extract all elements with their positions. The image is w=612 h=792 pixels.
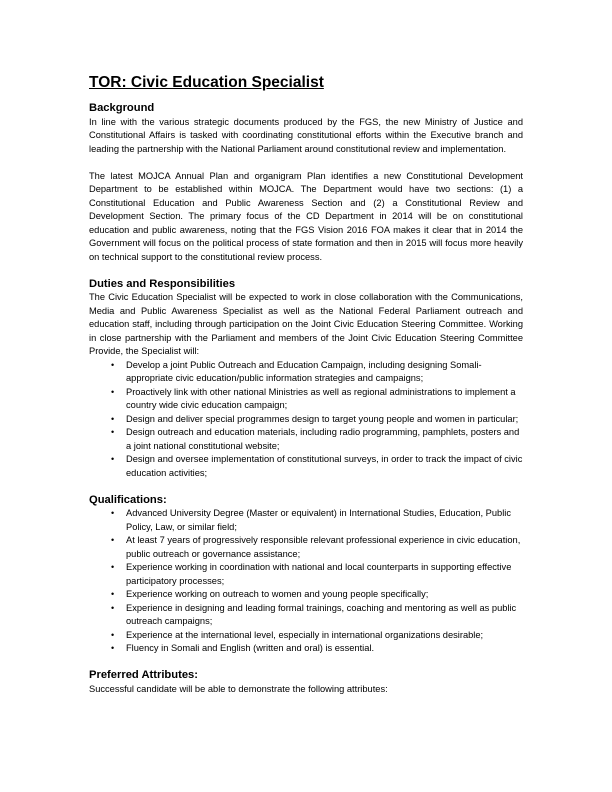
bullet-icon: • (111, 508, 115, 518)
background-paragraph-1: In line with the various strategic documents produced by the FGS, the new Ministry of Justice and Constitutional Affairs is tasked with coordinating constitutional efforts within the Executive branch and leading the partnership with the National Parliament around constitutional review and implementation. (89, 116, 523, 154)
bullet-icon: • (111, 386, 115, 397)
list-item (89, 359, 523, 386)
list-item (89, 561, 523, 588)
spacer (89, 156, 523, 170)
list-item-text: Fluency in Somali and English (written and oral) is essential. (126, 643, 375, 653)
list-item-text: Experience at the international level, especially in international organizations desirable; (126, 629, 484, 640)
list-item-text: Advanced University Degree (Master or equivalent) in International Studies, Education, Public Policy, Law, or similar field; (126, 508, 511, 532)
spacer (89, 480, 523, 494)
list-item (89, 426, 523, 453)
background-paragraph-2: The latest MOJCA Annual Plan and organigram Plan identifies a new Constitutional Development Department to be established within MOJCA. The Department would have two sections: (1) a Constitutional Education and Public Awareness Section and (2) a Constitutional Review and Development Section. The primary focus of the CD Department in 2014 will be on constitutional education and public awareness, noting that the FGS Vision 2016 FOA makes it clear that in 2014 the Government will focus on the political process of state formation and then in 2015 will focus more heavily on technical support to the constitutional review process. (89, 170, 523, 262)
bullet-icon: • (111, 535, 115, 545)
list-item (89, 413, 523, 427)
spacer (89, 656, 523, 670)
list-item-text: Experience in designing and leading formal trainings, coaching and mentoring as well as public outreach campaigns; (126, 602, 517, 626)
bullet-icon: • (111, 427, 115, 437)
attributes-heading: Preferred Attributes: (89, 669, 198, 681)
duties-intro: The Civic Education Specialist will be expected to work in close collaboration with the Communications, Media and Public Awareness Specialist as well as the National Federal Parliament outreach and education staff, including through participation on the Joint Civic Education Steering Committee. Working in close partnership with the Parliament and members of the Joint Civic Education Steering Committee Provide, the Specialist will: (89, 292, 523, 356)
list-item-text: Design outreach and education materials, including radio programming, pamphlets, posters and a joint national constitutional website; (126, 427, 520, 451)
spacer (89, 264, 523, 278)
list-item (89, 588, 523, 602)
list-item-text: At least 7 years of progressively responsible relevant professional experience in civic education, public outreach or governance assistance; (126, 535, 521, 559)
list-item-text: Proactively link with other national Ministries as well as regional administrations to implement a country wide civic education campaign; (126, 386, 516, 410)
bullet-icon: • (111, 562, 115, 572)
list-item (89, 507, 523, 534)
bullet-icon: • (111, 359, 115, 370)
bullet-icon: • (111, 454, 115, 464)
qualifications-heading: Qualifications: (89, 493, 167, 506)
attributes-intro: Successful candidate will be able to demonstrate the following attributes: (89, 683, 388, 694)
list-item (89, 386, 523, 413)
list-item-text: Design and oversee implementation of constitutional surveys, in order to track the impact of civic education activities; (126, 454, 523, 478)
list-item (89, 534, 523, 561)
duties-list (89, 359, 523, 481)
duties-heading: Duties and Responsibilities (89, 277, 236, 290)
document-page (89, 74, 523, 696)
bullet-icon: • (111, 413, 115, 424)
bullet-icon: • (111, 643, 115, 653)
document-title: TOR: Civic Education Specialist (89, 74, 324, 91)
list-item (89, 629, 523, 643)
background-heading: Background (89, 102, 155, 114)
qualifications-list (89, 507, 523, 656)
list-item-text: Develop a joint Public Outreach and Education Campaign, including designing Somali-appropriate civic education/public information strategies and campaigns; (126, 359, 482, 383)
list-item (89, 602, 523, 629)
bullet-icon: • (111, 589, 115, 599)
list-item (89, 642, 523, 656)
list-item (89, 453, 523, 480)
list-item-text: Design and deliver special programmes design to target young people and women in particular; (126, 413, 519, 424)
list-item-text: Experience working on outreach to women and young people specifically; (126, 589, 429, 599)
list-item-text: Experience working in coordination with national and local counterparts in supporting effective participatory processes; (126, 562, 512, 586)
bullet-icon: • (111, 602, 115, 613)
bullet-icon: • (111, 629, 115, 640)
